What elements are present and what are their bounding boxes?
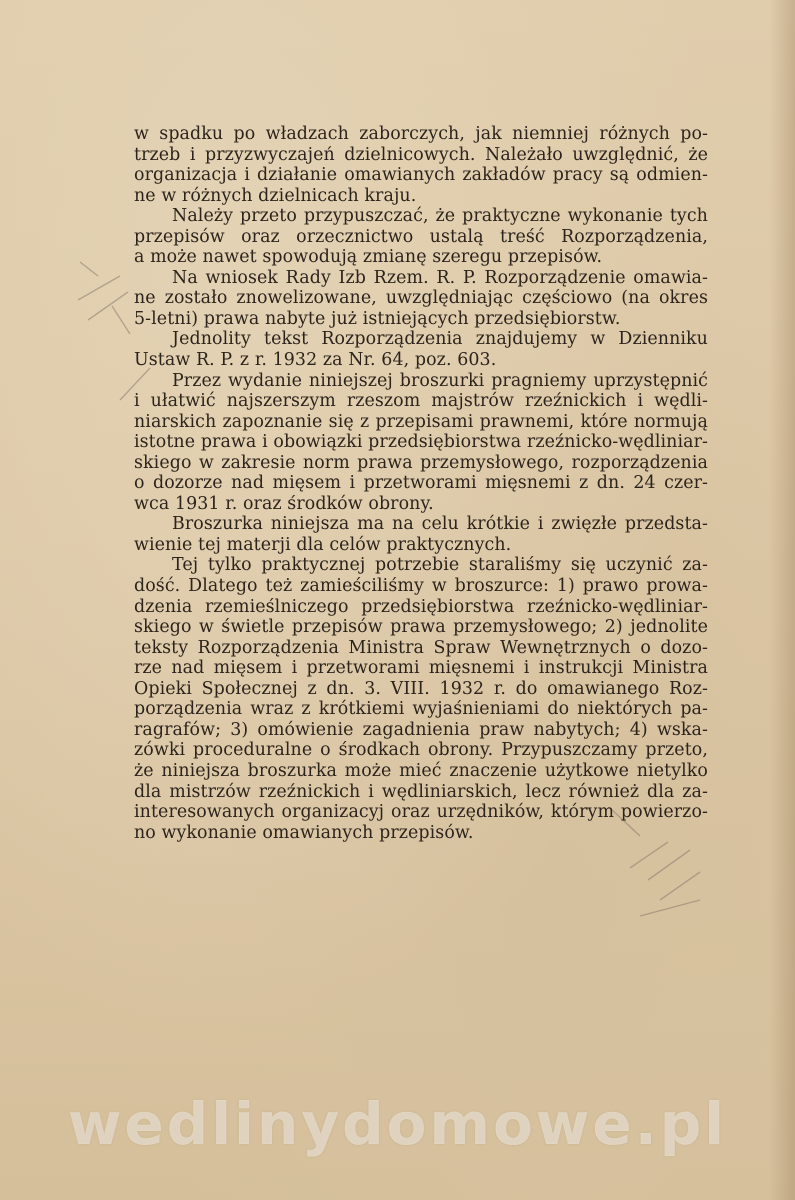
text-line: ne zostało znowelizowane, uwzględniając częściowo (na okres: [134, 288, 708, 309]
text-line: o dozorze nad mięsem i przetworami mięsnemi z dn. 24 czer-: [134, 473, 708, 494]
text-line: rze nad mięsem i przetworami mięsnemi i instrukcji Ministra: [134, 658, 708, 679]
text-line: skiego w świetle przepisów prawa przemysłowego; 2) jednolite: [134, 617, 708, 638]
text-line: 5-letni) prawa nabyte już istniejących przedsiębiorstw.: [134, 308, 621, 329]
text-line: niarskich zapoznanie się z przepisami prawnemi, które normują: [134, 411, 708, 432]
text-line: wca 1931 r. oraz środków obrony.: [134, 493, 434, 514]
text-line: ne w różnych dzielnicach kraju.: [134, 185, 417, 206]
text-line: Należy przeto przypuszczać, że praktyczne wykonanie tych: [172, 206, 708, 227]
text-line: Na wniosek Rady Izb Rzem. R. P. Rozporządzenie omawia-: [172, 267, 708, 288]
text-line: Broszurka niniejsza ma na celu krótkie i zwięzłe przedsta-: [172, 514, 708, 535]
body-text: [134, 124, 708, 843]
text-line: no wykonanie omawianych przepisów.: [134, 822, 474, 843]
text-line: przepisów oraz orzecznictwo ustalą treść Rozporządzenia,: [134, 226, 708, 247]
text-line: skiego w zakresie norm prawa przemysłowego, rozporządzenia: [134, 452, 708, 473]
text-line: i ułatwić najszerszym rzeszom majstrów rzeźnickich i wędli-: [134, 391, 708, 412]
text-line: ragrafów; 3) omówienie zagadnienia praw nabytych; 4) wska-: [134, 719, 708, 740]
text-line: dzenia rzemieślniczego przedsiębiorstwa rzeźnicko-wędliniar-: [134, 596, 708, 617]
text-line: Przez wydanie niniejszej broszurki pragniemy uprzystępnić: [172, 370, 708, 391]
text-line: Ustaw R. P. z r. 1932 za Nr. 64, poz. 603.: [134, 350, 497, 371]
text-line: że niniejsza broszurka może mieć znaczenie użytkowe nietylko: [134, 760, 708, 781]
text-line: teksty Rozporządzenia Ministra Spraw Wewnętrznych o dozo-: [134, 637, 708, 658]
text-line: dość. Dlatego też zamieściliśmy w broszurce: 1) prawo prowa-: [134, 576, 708, 597]
text-line: wienie tej materji dla celów praktycznych.: [134, 534, 512, 555]
text-line: dla mistrzów rzeźnickich i wędliniarskich, lecz również dla za-: [134, 781, 708, 802]
text-line: a może nawet spowodują zmianę szeregu przepisów.: [134, 247, 603, 268]
text-line: interesowanych organizacyj oraz urzędników, którym powierzo-: [134, 802, 708, 823]
text-line: Jednolity tekst Rozporządzenia znajdujemy w Dzienniku: [172, 329, 708, 350]
text-line: trzeb i przyzwyczajeń dzielnicowych. Należało uwzględnić, że: [134, 144, 708, 165]
text-line: zówki proceduralne o środkach obrony. Przypuszczamy przeto,: [134, 740, 708, 761]
text-line: Tej tylko praktycznej potrzebie staraliśmy się uczynić za-: [172, 555, 708, 576]
text-line: Opieki Społecznej z dn. 3. VIII. 1932 r. do omawianego Roz-: [134, 678, 708, 699]
text-line: organizacja i działanie omawianych zakładów pracy są odmien-: [134, 165, 708, 186]
text-line: porządzenia wraz z krótkiemi wyjaśnieniami do niektórych pa-: [134, 699, 708, 720]
watermark: wedlinydomowe.pl: [67, 1090, 728, 1158]
text-line: istotne prawa i obowiązki przedsiębiorstwa rzeźnicko-wędliniar-: [134, 432, 708, 453]
text-line: w spadku po władzach zaborczych, jak niemniej różnych po-: [134, 124, 708, 144]
